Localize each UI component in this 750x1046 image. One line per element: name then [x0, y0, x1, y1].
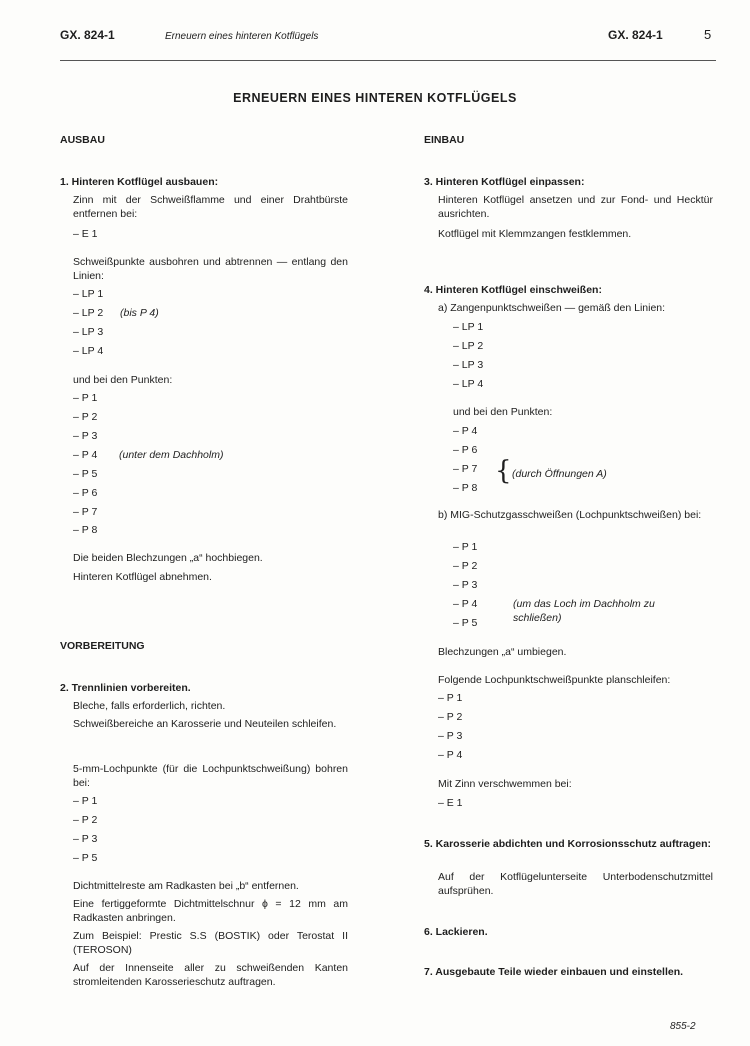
step1-text4: Hinteren Kotflügel abnehmen.: [73, 571, 212, 583]
step2-text4: Dichtmittelreste am Radkasten bei „b“ entfernen.: [73, 880, 299, 892]
step1-title: 1. Hinteren Kotflügel ausbauen:: [60, 176, 219, 188]
step4a-line: – LP 1: [453, 321, 483, 335]
page-title: ERNEUERN EINES HINTEREN KOTFLÜGELS: [233, 91, 517, 105]
step4a-point: – P 8: [453, 482, 477, 496]
step3-text1: Hinteren Kotflügel ansetzen und zur Fond- und Hecktür ausrichten.: [438, 194, 713, 220]
step4a-point: – P 6: [453, 444, 477, 458]
step1-point: – P 8: [73, 524, 97, 538]
step1-point: – P 2: [73, 411, 97, 425]
step5-title: 5. Karosserie abdichten und Korrosionsschutz auftragen:: [424, 838, 712, 850]
step2-point: – P 2: [73, 814, 97, 828]
step2-point: – P 1: [73, 795, 97, 809]
step4-grind-point: – P 4: [438, 749, 462, 763]
step1-point: – P 4: [73, 449, 97, 463]
step4a-points-intro: und bei den Punkten:: [453, 406, 553, 418]
step1-point: – P 6: [73, 487, 97, 501]
step4b-text: b) MIG-Schutzgasschweißen (Lochpunktschweißen) bei:: [438, 509, 702, 521]
step5-text: Auf der Kotflügelunterseite Unterbodenschutzmittel aufsprühen.: [438, 871, 713, 897]
step4a-brace-note: (durch Öffnungen A): [512, 468, 607, 480]
step4a-line: – LP 2: [453, 340, 483, 354]
step1-text3: Die beiden Blechzungen „a“ hochbiegen.: [73, 552, 263, 564]
step1-p4-note: (unter dem Dachholm): [119, 449, 224, 461]
step4-grind-point: – P 2: [438, 711, 462, 725]
step7-title: 7. Ausgebaute Teile wieder einbauen und einstellen.: [424, 966, 684, 978]
step2-point: – P 5: [73, 852, 97, 866]
step4b-note-line2: schließen): [513, 612, 562, 624]
step4a-text: a) Zangenpunktschweißen — gemäß den Linien:: [438, 302, 666, 314]
step6-title: 6. Lackieren.: [424, 926, 488, 938]
header-subtitle: Erneuern eines hinteren Kotflügels: [165, 31, 319, 42]
ausbau-heading: AUSBAU: [60, 134, 105, 146]
footer-code: 855-2: [670, 1021, 696, 1032]
step2-text6: Zum Beispiel: Prestic S.S (BOSTIK) oder Terostat II (TEROSON): [73, 930, 348, 956]
step2-text3: 5-mm-Lochpunkte (für die Lochpunktschweißung) bohren bei:: [73, 763, 348, 789]
step1-line: – LP 3: [73, 326, 103, 340]
step1-line: – LP 2: [73, 307, 103, 321]
step3-title: 3. Hinteren Kotflügel einpassen:: [424, 176, 585, 188]
step4-e1: – E 1: [438, 797, 463, 811]
step4-text1: Blechzungen „a“ umbiegen.: [438, 646, 567, 658]
step4b-point: – P 3: [453, 579, 477, 593]
vorbereitung-heading: VORBEREITUNG: [60, 640, 145, 652]
einbau-heading: EINBAU: [424, 134, 465, 146]
step1-points-intro: und bei den Punkten:: [73, 374, 173, 386]
step1-point: – P 3: [73, 430, 97, 444]
step4b-note-line1: (um das Loch im Dachholm zu: [513, 598, 655, 610]
step2-text7: Auf der Innenseite aller zu schweißenden Kanten stromleitenden Karosserieschutz auftragen.: [73, 962, 348, 988]
brace-icon: {: [495, 456, 512, 486]
step1-point: – P 1: [73, 392, 97, 406]
step1-e1: – E 1: [73, 228, 98, 242]
page-number: 5: [704, 27, 712, 42]
step1-text2: Schweißpunkte ausbohren und abtrennen — entlang den Linien:: [73, 256, 348, 282]
header-left-code: GX. 824-1: [60, 28, 115, 42]
step4a-line: – LP 3: [453, 359, 483, 373]
step2-text5: Eine fertiggeformte Dichtmittelschnur ϕ = 12 mm am Radkasten anbringen.: [73, 898, 348, 924]
header-right-code: GX. 824-1: [608, 28, 663, 42]
step1-line: – LP 4: [73, 345, 103, 359]
step4-text2: Folgende Lochpunktschweißpunkte planschleifen:: [438, 674, 671, 686]
step4a-point: – P 7: [453, 463, 477, 477]
step4b-point: – P 2: [453, 560, 477, 574]
step4b-point: – P 4: [453, 598, 477, 612]
step2-text1: Bleche, falls erforderlich, richten.: [73, 700, 226, 712]
step1-line: – LP 1: [73, 288, 103, 302]
step4b-point: – P 1: [453, 541, 477, 555]
step4-text3: Mit Zinn verschwemmen bei:: [438, 778, 572, 790]
step3-text2: Kotflügel mit Klemmzangen festklemmen.: [438, 228, 632, 240]
step2-title: 2. Trennlinien vorbereiten.: [60, 682, 191, 694]
step4-grind-point: – P 1: [438, 692, 462, 706]
step4a-point: – P 4: [453, 425, 477, 439]
step4a-line: – LP 4: [453, 378, 483, 392]
step4-title: 4. Hinteren Kotflügel einschweißen:: [424, 284, 602, 296]
step2-text2: Schweißbereiche an Karosserie und Neuteilen schleifen.: [73, 718, 337, 730]
header-rule: [60, 60, 716, 61]
step2-point: – P 3: [73, 833, 97, 847]
step4b-point: – P 5: [453, 617, 477, 631]
step4-grind-point: – P 3: [438, 730, 462, 744]
step1-point: – P 5: [73, 468, 97, 482]
step1-text1: Zinn mit der Schweißflamme und einer Drahtbürste entfernen bei:: [73, 194, 348, 220]
step1-lp2-note: (bis P 4): [120, 307, 159, 319]
step1-point: – P 7: [73, 506, 97, 520]
